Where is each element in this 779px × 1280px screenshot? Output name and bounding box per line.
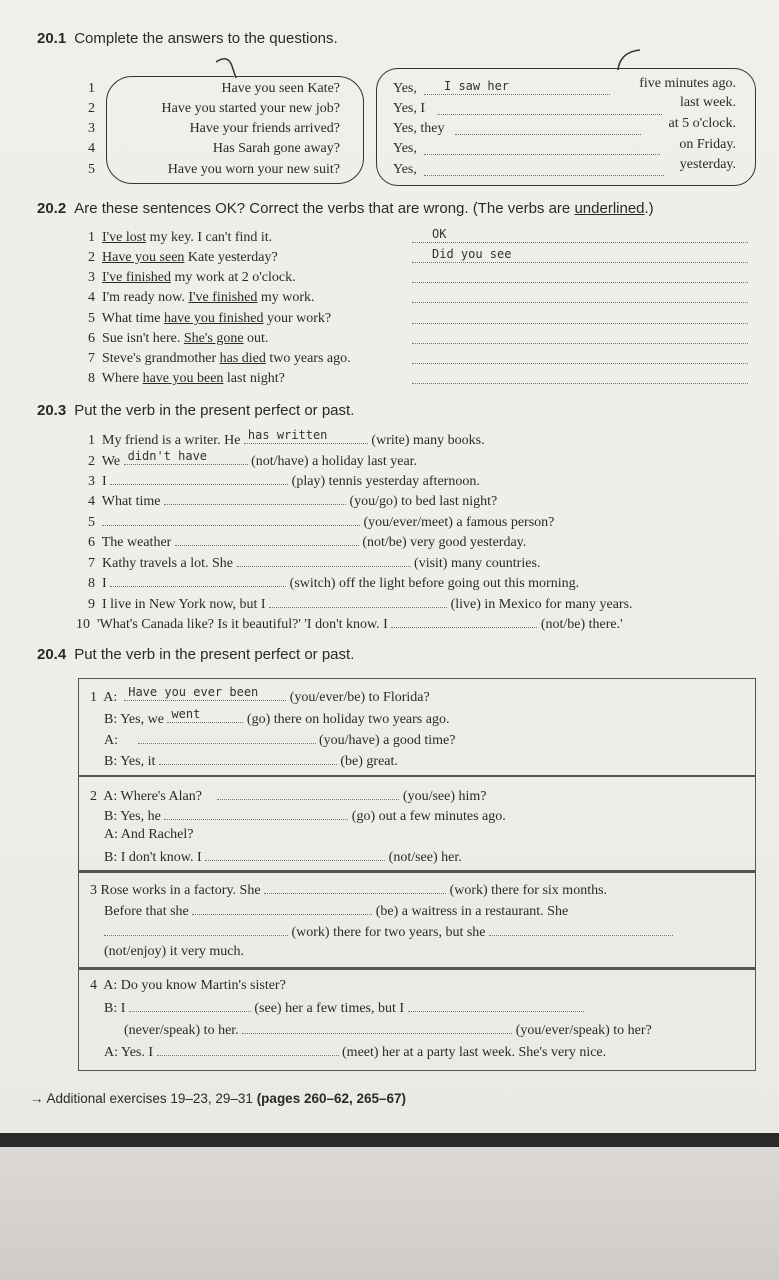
question-text: Have you started your new job? xyxy=(161,101,340,116)
question-text: Have your friends arrived? xyxy=(189,121,340,136)
gap-fill-item: 4 What time (you/go) to bed last night? xyxy=(88,494,498,509)
item-number: 4 xyxy=(88,141,95,156)
handwritten-answer: went xyxy=(171,707,201,721)
gap-fill-item: 1 My friend is a writer. He has written (write) many books. xyxy=(88,428,485,448)
answer-blank[interactable] xyxy=(159,752,337,765)
exercise-20-2-header xyxy=(37,200,654,217)
dialogue-line: 2 A: Where's Alan? (you/see) him? xyxy=(90,789,487,804)
answer-blank[interactable] xyxy=(164,492,346,505)
exercise-20-1-header xyxy=(37,30,338,47)
gap-fill-item: 10 'What's Canada like? Is it beautiful?' 'I don't know. I (not/be) there.' xyxy=(76,617,623,632)
answer-blank[interactable] xyxy=(412,309,748,324)
answer-blank[interactable] xyxy=(110,472,288,485)
arrow-icon: → xyxy=(30,1091,44,1106)
underlined-verb: I've lost xyxy=(102,230,147,245)
underlined-verb: have you finished xyxy=(163,311,264,326)
sentence-item: 6 Sue isn't here. She's gone out. xyxy=(88,331,269,346)
answer-blank[interactable] xyxy=(412,329,748,344)
dialogue-line: 3 Rose works in a factory. She (work) there for six months. xyxy=(90,883,608,898)
answer-blank[interactable] xyxy=(412,369,748,384)
answer-blank[interactable] xyxy=(167,707,243,723)
answer-blank[interactable] xyxy=(244,428,368,444)
dialogue-line: A: (you/have) a good time? xyxy=(104,733,456,748)
dialogue-line: B: Yes, we went (go) there on holiday two years ago. xyxy=(104,707,450,727)
gap-fill-item: 3 I (play) tennis yesterday afternoon. xyxy=(88,474,480,489)
answer-blank[interactable] xyxy=(269,595,447,608)
answer-blank[interactable] xyxy=(124,449,248,465)
dialogue-line: B: Yes, it (be) great. xyxy=(104,754,398,769)
dialogue-line: (work) there for two years, but she xyxy=(104,923,673,941)
answer-blank[interactable] xyxy=(138,731,316,744)
exercise-number: 20.2 xyxy=(37,200,67,217)
answer-blank[interactable] xyxy=(391,615,537,628)
answer-blank[interactable] xyxy=(164,807,348,820)
sentence-item: 3 I've finished my work at 2 o'clock. xyxy=(88,270,296,285)
additional-exercises-link[interactable] xyxy=(30,1091,406,1106)
additional-exercises-text: Additional exercises 19–23, 29–31 xyxy=(46,1091,253,1106)
answer-end: yesterday. xyxy=(679,157,736,172)
book-cover-edge xyxy=(0,1133,779,1147)
answer-blank[interactable] xyxy=(110,574,286,587)
answer-blank[interactable] xyxy=(455,120,641,135)
answer-blank[interactable] xyxy=(264,881,446,894)
exercise-20-3-header xyxy=(37,402,354,419)
answer-start: Yes, xyxy=(393,81,417,96)
answer-blank[interactable] xyxy=(437,100,662,115)
answer-blank[interactable] xyxy=(237,554,411,567)
answer-start: Yes, xyxy=(393,141,417,156)
dialogue-line: 1 A: Have you ever been (you/ever/be) to Florida? xyxy=(90,685,430,705)
answer-blank[interactable] xyxy=(104,923,288,936)
dialogue-line: B: I (see) her a few times, but I xyxy=(104,999,584,1017)
exercise-instruction: Put the verb in the present perfect or past. xyxy=(74,646,355,663)
answer-blank[interactable] xyxy=(412,248,748,263)
exercise-number: 20.1 xyxy=(37,30,67,47)
gap-fill-item: 2 We didn't have (not/have) a holiday last year. xyxy=(88,449,418,469)
answer-start: Yes, I xyxy=(393,101,426,116)
exercise-number: 20.3 xyxy=(37,402,67,419)
dialogue-line: B: Yes, he (go) out a few minutes ago. xyxy=(104,809,506,824)
question-text: Have you worn your new suit? xyxy=(167,162,340,177)
answer-blank[interactable] xyxy=(412,349,748,364)
exercise-20-4-header xyxy=(37,646,354,663)
answer-blank[interactable] xyxy=(424,140,660,155)
sentence-item: 4 I'm ready now. I've finished my work. xyxy=(88,290,315,305)
handwritten-answer: OK xyxy=(432,227,447,241)
dialogue-line: A: Yes. I (meet) her at a party last week. She's very nice. xyxy=(104,1045,607,1060)
answer-blank[interactable] xyxy=(175,533,359,546)
table-surface xyxy=(0,1147,779,1280)
bubble-tail-right xyxy=(610,46,650,72)
exercise-number: 20.4 xyxy=(37,646,67,663)
underlined-verb: has died xyxy=(219,351,266,366)
answer-blank[interactable] xyxy=(217,787,399,800)
item-number: 1 xyxy=(88,81,95,96)
answer-blank[interactable] xyxy=(412,288,748,303)
sentence-item: 2 Have you seen Kate yesterday? xyxy=(88,250,278,265)
underlined-verb: She's gone xyxy=(183,331,244,346)
gap-fill-item: 8 I (switch) off the light before going out this morning. xyxy=(88,576,580,591)
answer-blank[interactable] xyxy=(412,268,748,283)
handwritten-answer: Did you see xyxy=(432,247,512,261)
sentence-item: 5 What time have you finished your work? xyxy=(88,311,332,326)
sentence-item: 8 Where have you been last night? xyxy=(88,371,285,386)
sentence-item: 1 I've lost my key. I can't find it. xyxy=(88,230,273,245)
answer-end: last week. xyxy=(680,95,736,110)
dialogue-line: 4 A: Do you know Martin's sister? xyxy=(90,978,286,993)
answer-blank[interactable] xyxy=(489,923,673,936)
sentence-item: 7 Steve's grandmother has died two years ago. xyxy=(88,351,351,366)
item-number: 5 xyxy=(88,162,95,177)
dialogue-line: A: And Rachel? xyxy=(104,827,194,842)
question-text: Has Sarah gone away? xyxy=(212,141,340,156)
handwritten-answer: didn't have xyxy=(127,449,208,463)
answer-blank[interactable] xyxy=(424,161,664,176)
dialogue-line: (never/speak) to her. (you/ever/speak) to her? xyxy=(124,1023,652,1038)
item-number: 2 xyxy=(88,101,95,116)
answer-blank[interactable] xyxy=(102,513,360,526)
instruction-underlined-word: underlined xyxy=(574,200,645,217)
answer-blank[interactable] xyxy=(412,228,748,243)
answer-blank[interactable] xyxy=(129,999,251,1012)
answer-blank[interactable] xyxy=(205,848,385,861)
underlined-verb: I've finished xyxy=(188,290,258,305)
answer-end: five minutes ago. xyxy=(639,76,736,91)
answer-end: at 5 o'clock. xyxy=(668,116,736,131)
answer-blank[interactable] xyxy=(424,80,610,95)
gap-fill-item: 7 Kathy travels a lot. She (visit) many countries. xyxy=(88,556,541,571)
answer-end: on Friday. xyxy=(679,137,736,152)
underlined-verb: I've finished xyxy=(102,270,172,285)
answer-blank[interactable] xyxy=(242,1021,512,1034)
answer-blank[interactable] xyxy=(192,902,372,915)
answer-start: Yes, they xyxy=(393,121,445,136)
answer-blank[interactable] xyxy=(157,1043,339,1056)
item-number: 3 xyxy=(88,121,95,136)
dialogue-line: B: I don't know. I (not/see) her. xyxy=(104,850,462,865)
handwritten-answer: I saw her xyxy=(444,79,510,93)
gap-fill-item: 6 The weather (not/be) very good yesterday. xyxy=(88,535,527,550)
answer-blank[interactable] xyxy=(408,999,584,1012)
exercise-instruction: Complete the answers to the questions. xyxy=(74,30,338,47)
handwritten-answer: Have you ever been xyxy=(128,685,259,699)
bubble-tail-left xyxy=(214,56,254,80)
gap-fill-item: 9 I live in New York now, but I (live) in Mexico for many years. xyxy=(88,597,633,612)
gap-fill-item: 5 (you/ever/meet) a famous person? xyxy=(88,515,555,530)
answer-start: Yes, xyxy=(393,162,417,177)
underlined-verb: Have you seen xyxy=(102,250,185,265)
question-text: Have you seen Kate? xyxy=(221,81,340,96)
pages-reference: (pages 260–62, 265–67) xyxy=(256,1091,407,1106)
instruction-end: .) xyxy=(644,200,654,217)
handwritten-answer: has written xyxy=(247,428,328,442)
exercise-instruction: Are these sentences OK? Correct the verbs that are wrong. (The verbs are xyxy=(74,200,575,217)
answer-blank[interactable] xyxy=(124,685,286,701)
underlined-verb: have you been xyxy=(142,371,224,386)
dialogue-line: Before that she (be) a waitress in a restaurant. She xyxy=(104,904,569,919)
exercise-instruction: Put the verb in the present perfect or past. xyxy=(74,402,355,419)
dialogue-line: (not/enjoy) it very much. xyxy=(104,944,244,959)
